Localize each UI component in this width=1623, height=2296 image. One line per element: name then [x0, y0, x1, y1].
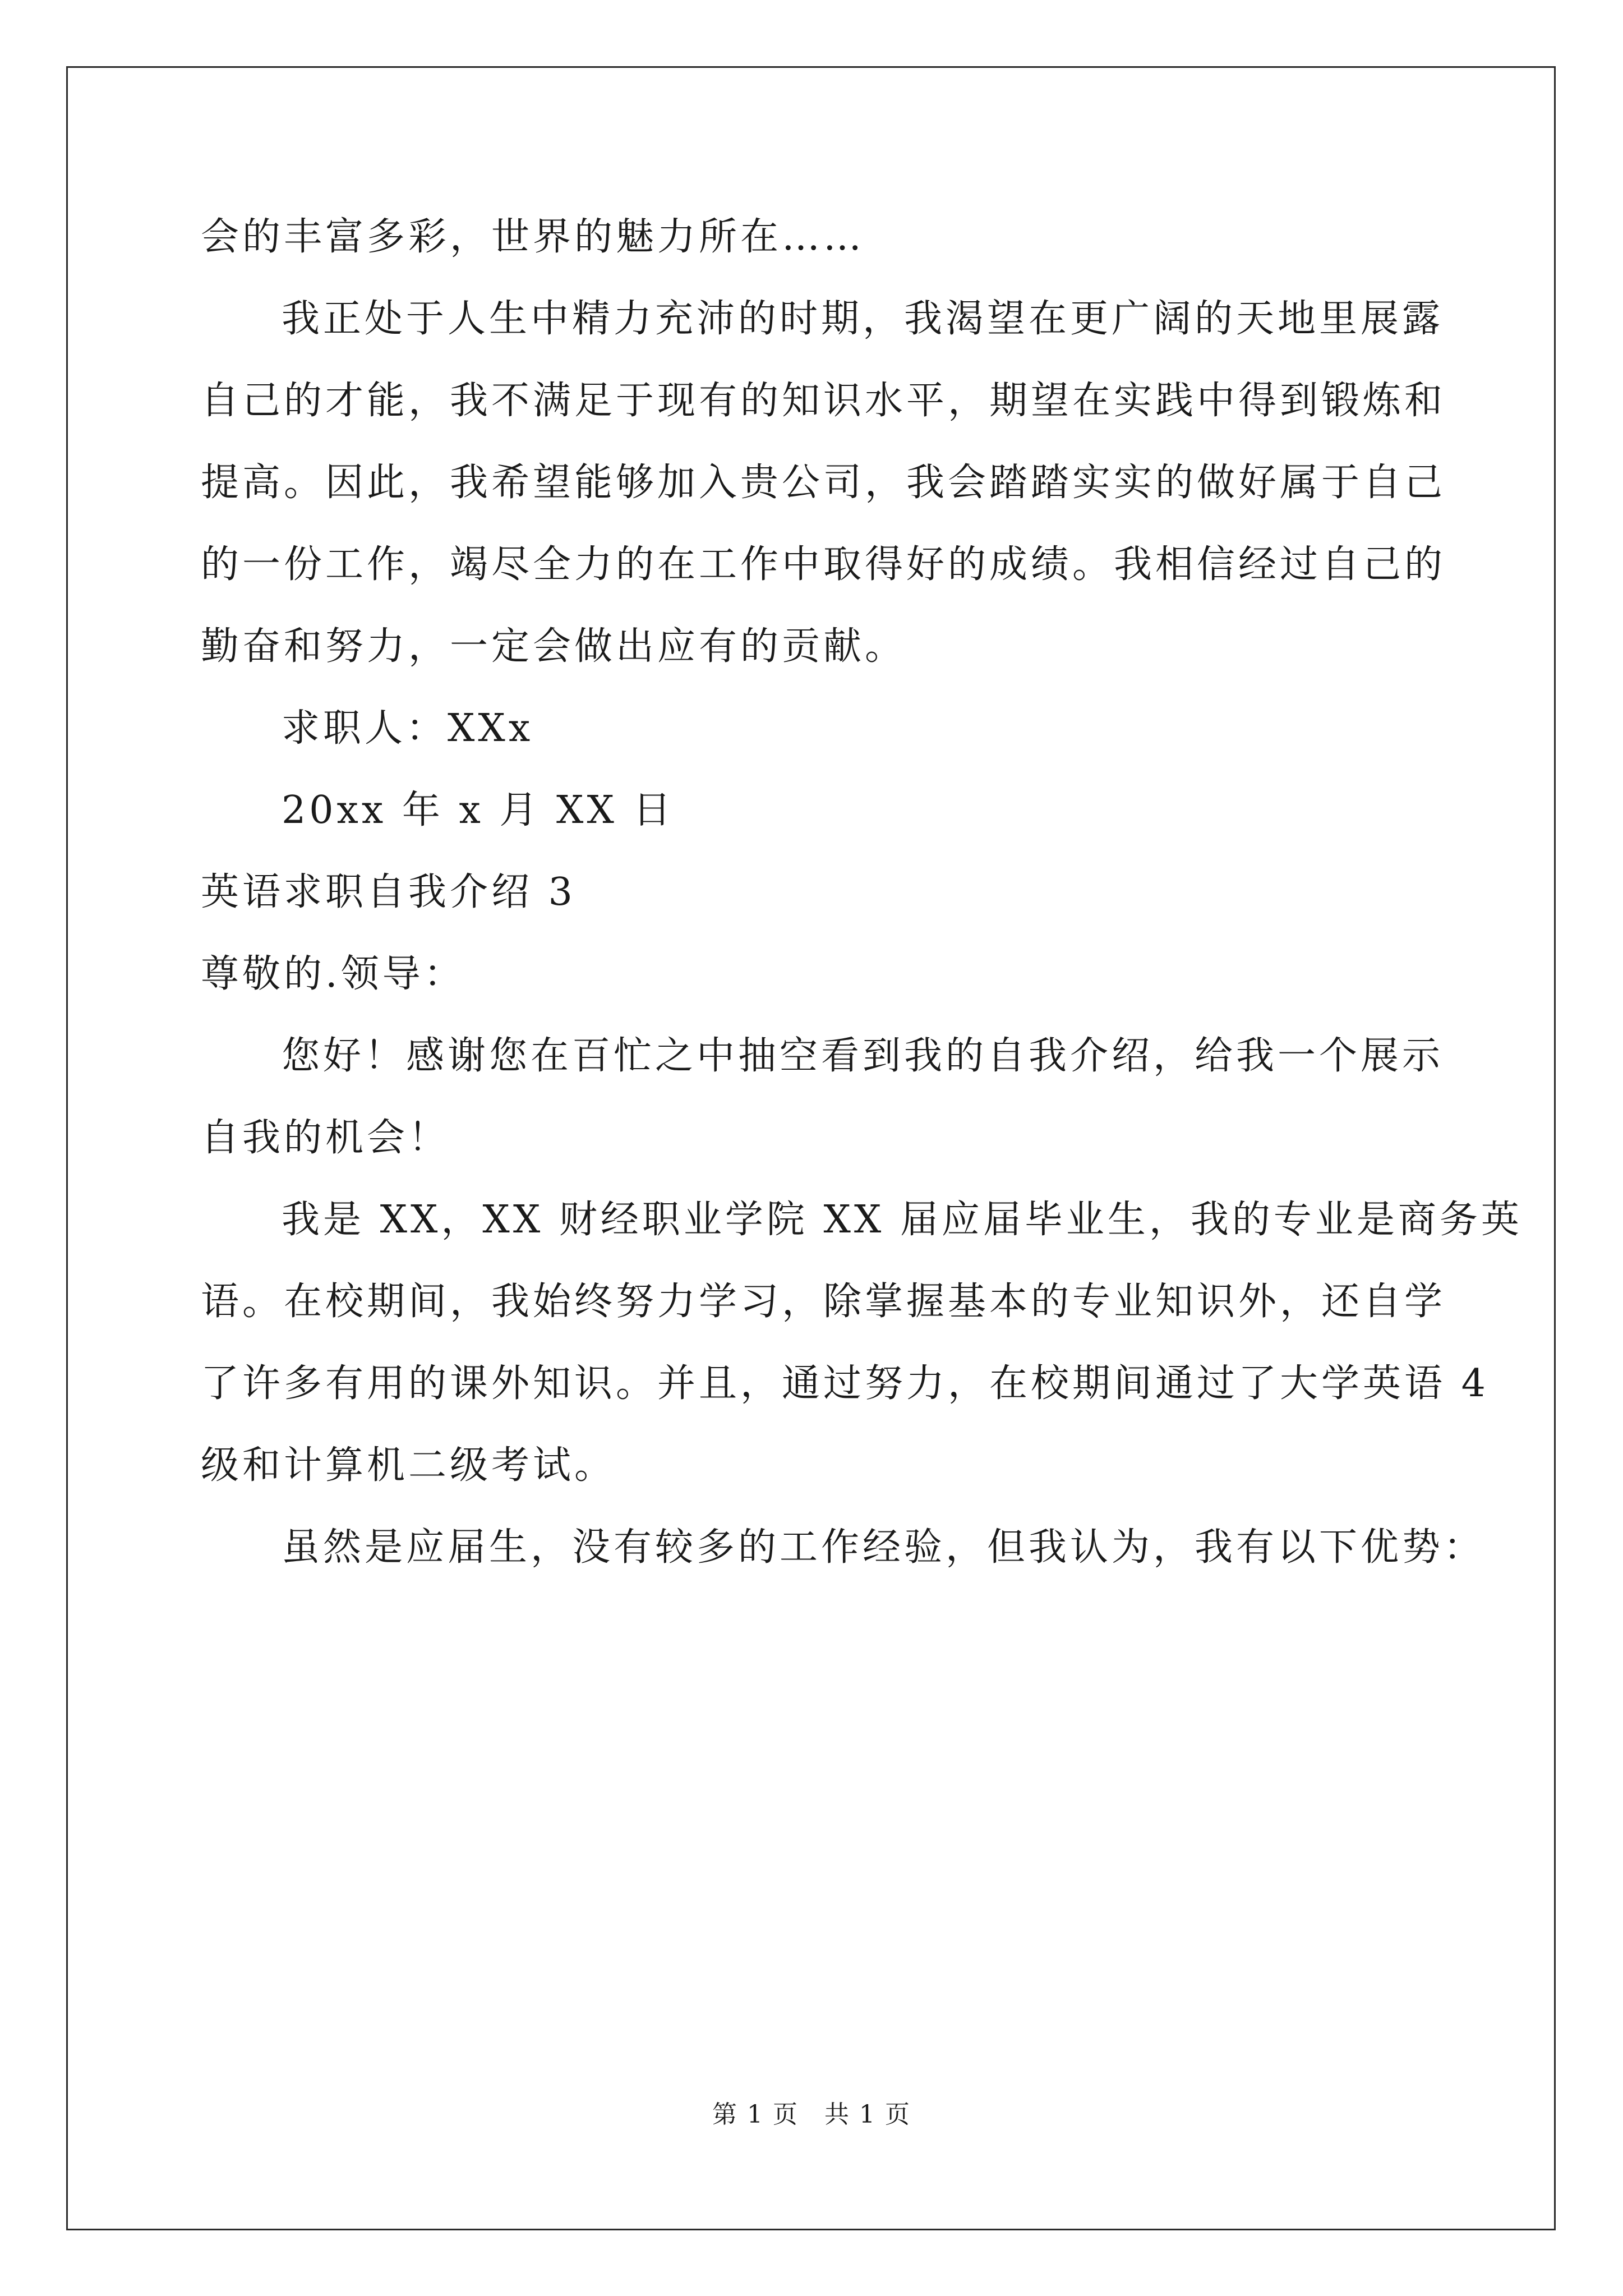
- text-line: 语。在校期间，我始终努力学习，除掌握基本的专业知识外，还自学: [201, 1280, 1446, 1324]
- signer-line: 求职人：XXx: [282, 706, 534, 751]
- section-heading: 英语求职自我介绍 3: [201, 870, 576, 914]
- text-line: 的一份工作，竭尽全力的在工作中取得好的成绩。我相信经过自己的: [201, 542, 1446, 587]
- date-line: 20xx 年 x 月 XX 日: [282, 788, 675, 832]
- salutation: 尊敬的.领导：: [201, 952, 465, 996]
- text-line: 级和计算机二级考试。: [201, 1443, 616, 1488]
- text-line: 会的丰富多彩，世界的魅力所在……: [201, 215, 865, 259]
- text-line: 我正处于人生中精力充沛的时期，我渴望在更广阔的天地里展露: [282, 297, 1444, 341]
- text-line: 虽然是应届生，没有较多的工作经验，但我认为，我有以下优势：: [282, 1525, 1486, 1570]
- text-line: 我是 XX，XX 财经职业学院 XX 届应届毕业生，我的专业是商务英: [282, 1198, 1523, 1242]
- text-line: 自己的才能，我不满足于现有的知识水平，期望在实践中得到锻炼和: [201, 379, 1446, 423]
- text-line: 自我的机会！: [201, 1116, 450, 1160]
- text-line: 您好！感谢您在百忙之中抽空看到我的自我介绍，给我一个展示: [282, 1034, 1444, 1078]
- text-line: 提高。因此，我希望能够加入贵公司，我会踏踏实实的做好属于自己: [201, 461, 1446, 505]
- page-footer: 第 1 页 共 1 页: [712, 2100, 911, 2129]
- text-line: 了许多有用的课外知识。并且，通过努力，在校期间通过了大学英语 4: [201, 1361, 1489, 1406]
- text-line: 勤奋和努力，一定会做出应有的贡献。: [201, 624, 907, 669]
